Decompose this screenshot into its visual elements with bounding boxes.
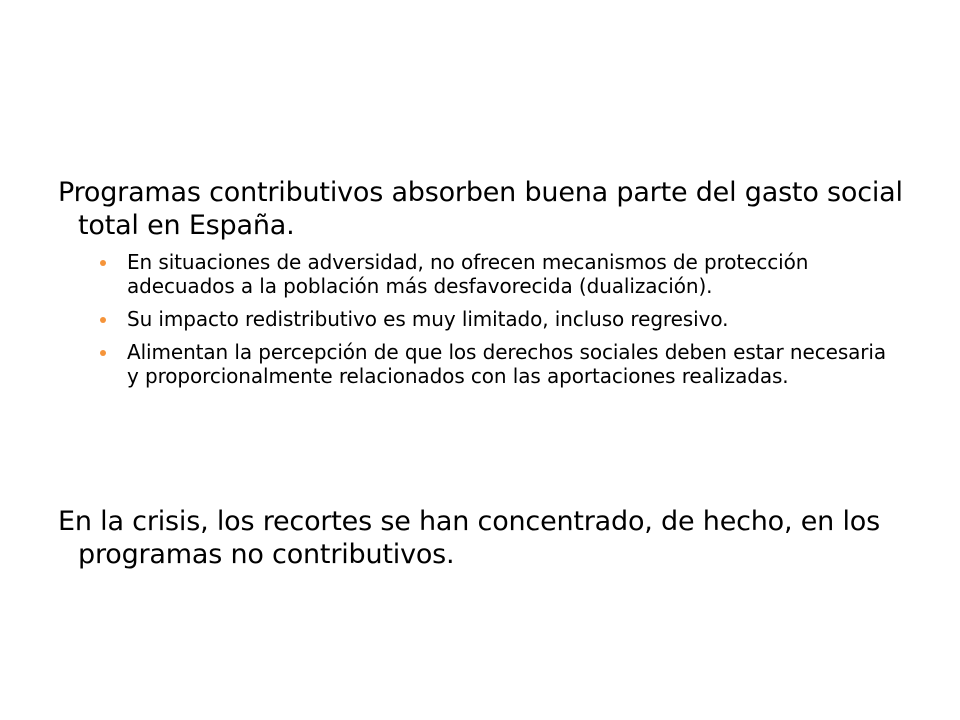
main-point-crisis-cuts: En la crisis, los recortes se han concentrado, de hecho, en los programas no contributivos. [58, 506, 880, 570]
bullet-icon [100, 317, 106, 323]
bullet-icon [100, 350, 106, 356]
subpoint-item [100, 340, 900, 388]
subpoint-item [100, 307, 900, 331]
subpoint-text: Su impacto redistributivo es muy limitado, incluso regresivo. [127, 307, 729, 331]
subpoint-text: En situaciones de adversidad, no ofrecen mecanismos de protección adecuados a la población más desfavorecida (dualización). [127, 250, 809, 298]
subpoint-item [100, 250, 900, 298]
subpoint-text: Alimentan la percepción de que los derechos sociales deben estar necesaria y proporcionalmente relacionados con las aportaciones realizadas. [127, 340, 887, 388]
main-point-contributory-programs: Programas contributivos absorben buena parte del gasto social total en España. [58, 177, 903, 241]
subpoint-list [100, 250, 900, 397]
bullet-icon [100, 260, 106, 266]
